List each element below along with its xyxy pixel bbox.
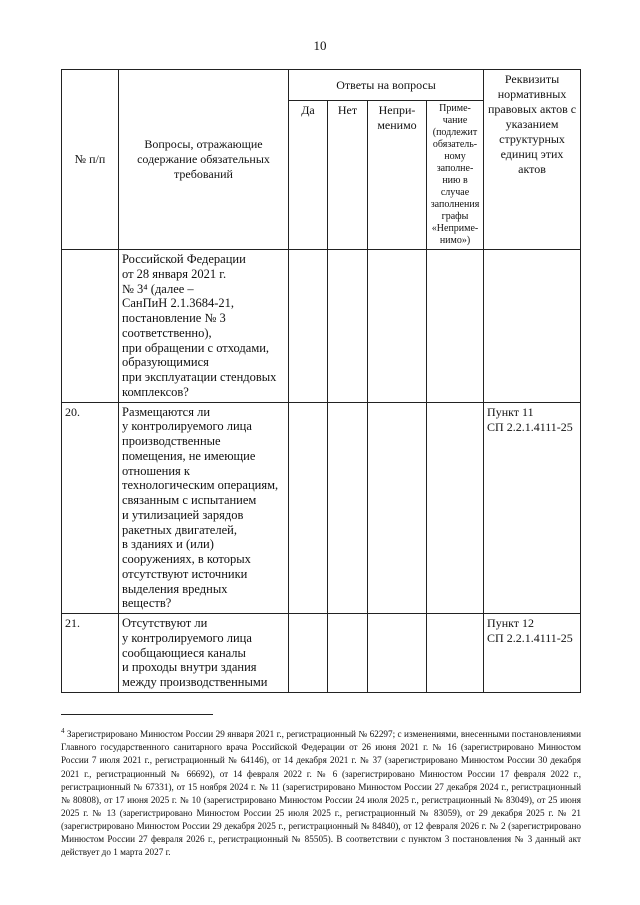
footnote-divider bbox=[61, 714, 213, 715]
header-no: Нет bbox=[328, 101, 368, 250]
answer-na-cell[interactable] bbox=[368, 402, 427, 614]
header-answers: Ответы на вопросы bbox=[289, 70, 484, 101]
answer-note-cell[interactable] bbox=[427, 402, 484, 614]
page-number: 10 bbox=[313, 38, 327, 53]
answer-yes-cell[interactable] bbox=[289, 402, 328, 614]
row-number bbox=[62, 250, 119, 403]
header-requisites: Реквизиты нормативных правовых актов с указанием структурных единиц этих актов bbox=[484, 70, 581, 250]
row-question: Отсутствуют ли у контролируемого лица сообщающиеся каналы и проходы внутри здания между производственными bbox=[119, 614, 289, 693]
answer-na-cell[interactable] bbox=[368, 614, 427, 693]
header-yes: Да bbox=[289, 101, 328, 250]
header-row bbox=[62, 70, 581, 101]
row-question: Российской Федерации от 28 января 2021 г. № 3⁴ (далее – СанПиН 2.1.3684-21, постановление № 3 соответственно), при обращении с отходами, образующимися при эксплуатации стендовых комплексов? bbox=[119, 250, 289, 403]
row-question: Размещаются ли у контролируемого лица производственные помещения, не имеющие отношения к технологическим операциям, связанным с испытанием и утилизацией зарядов ракетных двигателей, в зданиях и (или) сооружениях, в которых отсутствуют источники выделения вредных веществ? bbox=[119, 402, 289, 614]
checklist-table bbox=[61, 69, 581, 693]
header-note: Приме- чание (подлежит обязатель- ному заполне- нию в случае заполнения графы «Неприме- нимо») bbox=[427, 101, 484, 250]
table-row bbox=[62, 402, 581, 614]
answer-na-cell[interactable] bbox=[368, 250, 427, 403]
answer-no-cell[interactable] bbox=[328, 614, 368, 693]
row-number: 21. bbox=[62, 614, 119, 693]
row-reference: Пункт 12 СП 2.2.1.4111-25 bbox=[484, 614, 581, 693]
answer-yes-cell[interactable] bbox=[289, 614, 328, 693]
header-question: Вопросы, отражающие содержание обязательных требований bbox=[119, 70, 289, 250]
answer-note-cell[interactable] bbox=[427, 250, 484, 403]
answer-no-cell[interactable] bbox=[328, 250, 368, 403]
answer-yes-cell[interactable] bbox=[289, 250, 328, 403]
footnote-marker: 4 bbox=[61, 727, 65, 735]
row-reference: Пункт 11 СП 2.2.1.4111-25 bbox=[484, 402, 581, 614]
answer-note-cell[interactable] bbox=[427, 614, 484, 693]
footnote-text: Зарегистрировано Минюстом России 29 января 2021 г., регистрационный № 62297; с изменениями, внесенными постановлениями Главного государственного санитарного врача Российской Федерации от 26 июня 2021 г. № 16 (зарегистрировано Минюстом России 7 июля 2021 г., регистрационный № 64146), от 14 декабря 2021 г. № 37 (зарегистрировано Минюстом России 30 декабря 2021 г., регистрационный № 66692), от 14 февраля 2022 г. № 6 (зарегистрировано Минюстом России 17 февраля 2022 г., регистрационный № 67331), от 15 ноября 2024 г. № 11 (зарегистрировано Минюстом России 27 декабря 2024 г., регистрационный № 80808), от 17 июня 2025 г. № 10 (зарегистрировано Минюстом России 24 июля 2025 г., регистрационный № 83049), от 25 июня 2025 г. № 13 (зарегистрировано Минюстом России 25 июля 2025 г., регистрационный № 83059), от 29 декабря 2025 г. № 21 (зарегистрировано Минюстом России 29 декабря 2025 г., регистрационный № 84840), от 12 февраля 2026 г. № 2 (зарегистрировано Минюстом России 27 февраля 2026 г., регистрационный № 85505). В соответствии с пунктом 3 постановления № 3 данный акт действует до 1 марта 2027 г. bbox=[61, 729, 581, 858]
footnote bbox=[61, 726, 581, 860]
answer-no-cell[interactable] bbox=[328, 402, 368, 614]
row-number: 20. bbox=[62, 402, 119, 614]
table-row bbox=[62, 614, 581, 693]
row-reference bbox=[484, 250, 581, 403]
header-not-applicable: Непри- менимо bbox=[368, 101, 427, 250]
table-row bbox=[62, 250, 581, 403]
header-number: № п/п bbox=[62, 70, 119, 250]
